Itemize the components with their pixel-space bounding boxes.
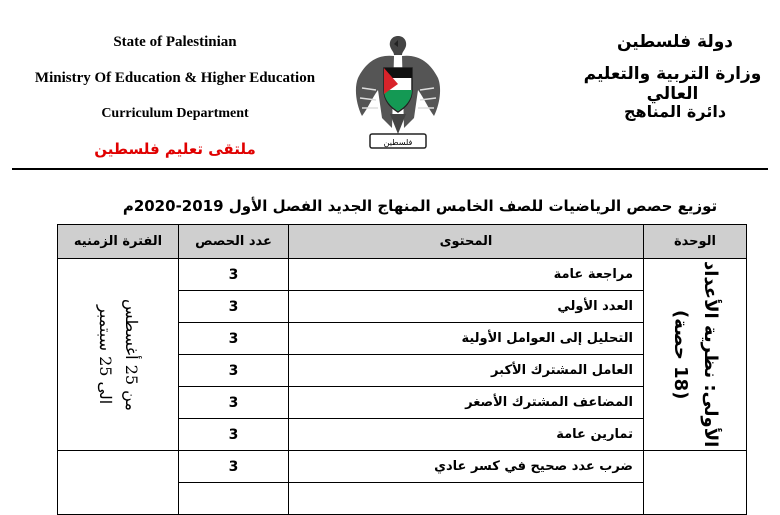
- palestine-eagle-emblem-icon: [348, 28, 448, 158]
- period-text: من 25 أغسطس الى 25 سبتمبر: [96, 298, 141, 411]
- count-cell: 3: [179, 355, 289, 387]
- content-cell: تمارين عامة: [289, 419, 644, 451]
- content-cell: ضرب عدد صحيح في كسر عادي: [289, 451, 644, 483]
- header-content: المحتوى: [289, 225, 644, 259]
- english-header-ministry: Ministry Of Education & Higher Education: [34, 70, 316, 86]
- arabic-header-ministry: وزارة التربية والتعليم العالي: [583, 64, 762, 104]
- count-cell: 3: [179, 291, 289, 323]
- count-cell: 3: [179, 323, 289, 355]
- table-header-row: [58, 225, 747, 259]
- count-cell: 3: [179, 451, 289, 483]
- arabic-header-state: دولة فلسطين: [616, 32, 734, 52]
- header-unit: الوحدة: [644, 225, 747, 259]
- unit-cell: [644, 259, 747, 451]
- content-cell: التحليل إلى العوامل الأولية: [289, 323, 644, 355]
- forum-name-red: ملتقى تعليم فلسطين: [94, 140, 256, 158]
- content-cell: [289, 483, 644, 515]
- table-row: [58, 259, 747, 291]
- count-cell: [179, 483, 289, 515]
- count-cell: 3: [179, 419, 289, 451]
- content-cell: العدد الأولي: [289, 291, 644, 323]
- content-cell: العامل المشترك الأكبر: [289, 355, 644, 387]
- table-row: [58, 451, 747, 483]
- english-header-state: State of Palestinian: [113, 34, 237, 50]
- document-title: توزيع حصص الرياضيات للصف الخامس المنهاج الجديد الفصل الأول 2019-2020م: [122, 197, 718, 215]
- schedule-table: [57, 224, 747, 515]
- english-header-department: Curriculum Department: [101, 106, 249, 121]
- header-count: عدد الحصص: [179, 225, 289, 259]
- period-cell: [58, 451, 179, 515]
- count-cell: 3: [179, 259, 289, 291]
- count-cell: 3: [179, 387, 289, 419]
- content-cell: المضاعف المشترك الأصغر: [289, 387, 644, 419]
- unit-text: الأولى: نظرية الأعداد (18 حصة): [670, 261, 721, 448]
- period-cell: [58, 259, 179, 451]
- header-period: الفترة الزمنيه: [58, 225, 179, 259]
- header-divider: [12, 168, 768, 170]
- unit-cell: [644, 451, 747, 515]
- logo-banner-text: فلسطين: [383, 138, 413, 147]
- arabic-header-department: دائرة المناهج: [623, 102, 727, 121]
- content-cell: مراجعة عامة: [289, 259, 644, 291]
